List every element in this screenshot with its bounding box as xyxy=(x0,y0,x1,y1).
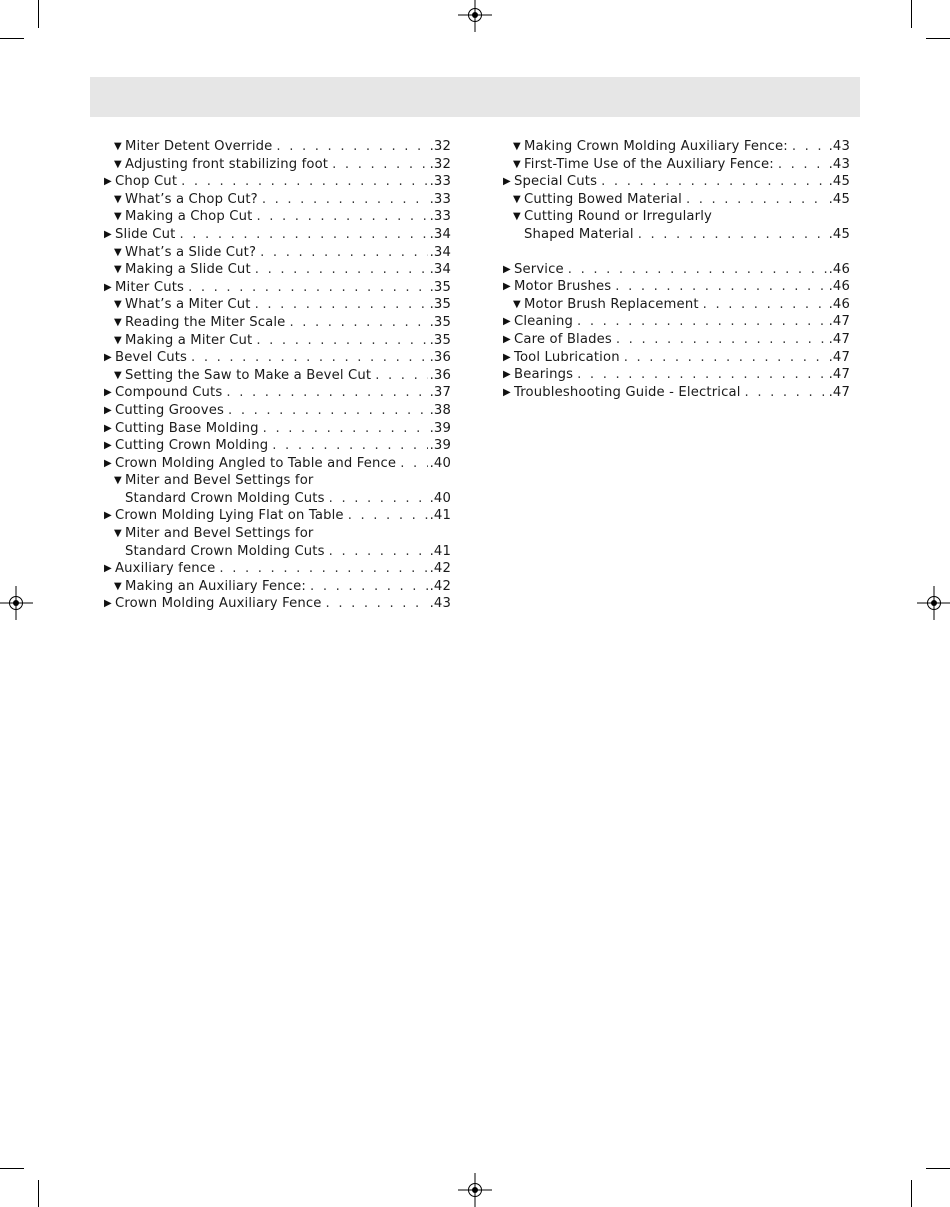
triangle-down-icon: ▼ xyxy=(114,528,122,540)
toc-entry-title: Care of Blades xyxy=(514,331,612,347)
toc-entry-title: Miter Detent Override xyxy=(125,139,273,154)
dot-leader xyxy=(577,313,827,331)
dot-leader xyxy=(329,490,428,508)
triangle-right-icon: ▶ xyxy=(104,598,112,610)
toc-entry-page: .41 xyxy=(429,543,451,559)
toc-entry-title: Chop Cut xyxy=(115,174,178,190)
toc-entry-page: .34 xyxy=(429,226,451,242)
toc-entry[interactable] xyxy=(104,455,451,473)
toc-entry-page: .40 xyxy=(429,455,451,471)
toc-entry-page: .36 xyxy=(429,350,451,366)
toc-entry[interactable] xyxy=(104,507,451,525)
crop-mark xyxy=(911,1180,912,1207)
toc-entry[interactable] xyxy=(503,173,850,191)
dot-leader xyxy=(260,244,427,262)
triangle-right-icon: ▶ xyxy=(503,386,511,398)
toc-entry[interactable] xyxy=(503,349,850,367)
triangle-right-icon: ▶ xyxy=(104,563,112,575)
toc-entry-page: .40 xyxy=(429,490,451,506)
toc-entry-page: .33 xyxy=(429,174,451,190)
toc-entry-title: Cutting Bowed Material xyxy=(524,191,682,207)
toc-entry-title: Making a Slide Cut xyxy=(125,262,251,278)
toc-entry-title: Making an Auxiliary Fence: xyxy=(125,578,307,594)
dot-leader xyxy=(400,455,427,473)
toc-entry[interactable] xyxy=(104,595,451,613)
dot-leader xyxy=(188,279,428,297)
dot-leader xyxy=(326,595,428,613)
triangle-down-icon: ▼ xyxy=(513,158,521,170)
triangle-down-icon: ▼ xyxy=(114,211,122,223)
dot-leader xyxy=(332,156,427,174)
triangle-right-icon: ▶ xyxy=(503,176,511,188)
triangle-down-icon: ▼ xyxy=(114,264,122,276)
dot-leader xyxy=(289,314,427,332)
dot-leader xyxy=(568,261,827,279)
toc-entry[interactable] xyxy=(503,331,850,349)
dot-leader xyxy=(577,366,826,384)
toc-entry[interactable] xyxy=(503,191,850,209)
toc-entry-page: .34 xyxy=(429,244,451,260)
triangle-right-icon: ▶ xyxy=(104,510,112,522)
dot-leader xyxy=(262,191,428,209)
dot-leader xyxy=(703,296,827,314)
triangle-down-icon: ▼ xyxy=(114,246,122,258)
dot-leader xyxy=(179,226,427,244)
dot-leader xyxy=(745,384,827,402)
crop-mark xyxy=(926,38,950,39)
toc-entry[interactable] xyxy=(503,384,850,402)
toc-entry-page: .32 xyxy=(429,139,451,154)
dot-leader xyxy=(778,156,827,174)
triangle-down-icon: ▼ xyxy=(114,316,122,328)
toc-entry[interactable] xyxy=(503,313,850,331)
dot-leader xyxy=(272,437,427,455)
toc-entry[interactable] xyxy=(104,332,451,350)
toc-entry-page: .36 xyxy=(429,367,451,383)
toc-entry-title: Crown Molding Angled to Table and Fence xyxy=(115,455,397,471)
registration-mark-icon xyxy=(458,0,492,32)
toc-entry[interactable] xyxy=(104,437,451,455)
toc-entry-title: Crown Molding Lying Flat on Table xyxy=(115,508,344,524)
dot-leader xyxy=(686,191,827,209)
toc-entry-title: Reading the Miter Scale xyxy=(125,314,286,330)
toc-entry-title: Bearings xyxy=(514,367,574,383)
triangle-right-icon: ▶ xyxy=(503,369,511,381)
toc-entry-title: Miter Cuts xyxy=(115,279,185,295)
toc-entry-title: Shaped Material xyxy=(524,226,634,242)
toc-entry-page: .47 xyxy=(828,314,850,330)
triangle-right-icon: ▶ xyxy=(104,281,112,293)
toc-entry[interactable] xyxy=(104,314,451,332)
toc-entry-page: .45 xyxy=(828,174,850,190)
toc-entry-title: Making a Chop Cut xyxy=(125,209,253,225)
toc-entry-title: Adjusting front stabilizing foot xyxy=(125,156,329,172)
toc-entry-title-line: Miter and Bevel Settings for xyxy=(125,526,314,542)
toc-entry[interactable] xyxy=(104,156,451,174)
toc-entry-title: Auxiliary fence xyxy=(115,561,216,577)
triangle-right-icon: ▶ xyxy=(104,404,112,416)
toc-entry-page: .41 xyxy=(429,508,451,524)
toc-entry[interactable] xyxy=(104,402,451,420)
toc-entry-page: .46 xyxy=(828,279,850,295)
dot-leader xyxy=(255,296,428,314)
toc-entry-title: What’s a Miter Cut xyxy=(125,297,251,313)
toc-entry-title: Service xyxy=(514,261,564,277)
toc-entry[interactable] xyxy=(104,560,451,578)
toc-entry-page: .47 xyxy=(828,349,850,365)
toc-entry[interactable] xyxy=(104,244,451,262)
toc-entry-title: Standard Crown Molding Cuts xyxy=(125,490,325,506)
toc-entry[interactable] xyxy=(104,384,451,402)
crop-mark xyxy=(38,0,39,28)
toc-entry-title: Slide Cut xyxy=(115,226,176,242)
triangle-down-icon: ▼ xyxy=(513,193,521,205)
triangle-down-icon: ▼ xyxy=(114,580,122,592)
triangle-right-icon: ▶ xyxy=(104,228,112,240)
triangle-down-icon: ▼ xyxy=(114,158,122,170)
toc-entry[interactable] xyxy=(104,472,451,507)
toc-entry-title: Special Cuts xyxy=(514,174,598,190)
toc-entry-title: Making a Miter Cut xyxy=(125,332,253,348)
toc-entry[interactable] xyxy=(104,349,451,367)
dot-leader xyxy=(329,543,428,561)
toc-entry[interactable] xyxy=(503,156,850,174)
toc-entry-page: .33 xyxy=(429,191,451,207)
toc-entry-page: .45 xyxy=(828,226,850,242)
dot-leader xyxy=(616,331,827,349)
dot-leader xyxy=(181,173,427,191)
toc-entry-page: .47 xyxy=(828,367,850,383)
toc-entry-page: .43 xyxy=(429,596,451,612)
toc-entry-page: .35 xyxy=(429,332,451,348)
triangle-down-icon: ▼ xyxy=(513,141,521,152)
toc-entry-title: Cutting Grooves xyxy=(115,402,225,418)
toc-entry-title: Compound Cuts xyxy=(115,385,223,401)
dot-leader xyxy=(256,208,427,226)
dot-leader xyxy=(226,384,427,402)
toc-entry[interactable] xyxy=(104,208,451,226)
dot-leader xyxy=(792,138,827,156)
triangle-right-icon: ▶ xyxy=(104,422,112,434)
toc-entry[interactable] xyxy=(503,366,850,384)
toc-entry-page: .47 xyxy=(828,384,850,400)
toc-entry-page: .39 xyxy=(429,438,451,454)
toc-entry[interactable] xyxy=(104,138,451,156)
dot-leader xyxy=(191,349,428,367)
crop-mark xyxy=(926,1168,950,1169)
toc-left-column xyxy=(104,138,451,613)
toc-entry-title: Tool Lubrication xyxy=(514,349,620,365)
dot-leader xyxy=(276,138,427,156)
toc-entry-page: .42 xyxy=(429,561,451,577)
toc-entry-page: .33 xyxy=(429,209,451,225)
toc-entry-page: .39 xyxy=(429,420,451,436)
registration-mark-icon xyxy=(458,1173,492,1207)
triangle-right-icon: ▶ xyxy=(104,440,112,452)
dot-leader xyxy=(263,420,428,438)
triangle-right-icon: ▶ xyxy=(503,333,511,345)
registration-mark-icon xyxy=(0,586,33,620)
toc-entry-title: Motor Brush Replacement xyxy=(524,296,699,312)
dot-leader xyxy=(256,332,427,350)
registration-mark-icon xyxy=(917,586,950,620)
triangle-down-icon: ▼ xyxy=(114,141,122,152)
toc-entry-page: .35 xyxy=(429,314,451,330)
toc-entry[interactable] xyxy=(104,578,451,596)
triangle-right-icon: ▶ xyxy=(104,352,112,364)
toc-entry-page: .45 xyxy=(828,191,850,207)
crop-mark xyxy=(0,38,24,39)
triangle-down-icon: ▼ xyxy=(114,334,122,346)
toc-entry[interactable] xyxy=(104,226,451,244)
toc-entry-title: Cleaning xyxy=(514,314,574,330)
crop-mark xyxy=(911,0,912,28)
toc-entry-title: Setting the Saw to Make a Bevel Cut xyxy=(125,367,372,383)
toc-entry-title: Crown Molding Auxiliary Fence xyxy=(115,596,322,612)
dot-leader xyxy=(375,367,427,385)
triangle-right-icon: ▶ xyxy=(104,387,112,399)
toc-entry-title: Standard Crown Molding Cuts xyxy=(125,543,325,559)
toc-entry-page: .47 xyxy=(828,331,850,347)
toc-entry-page: .43 xyxy=(828,156,850,172)
toc-entry-title: Cutting Crown Molding xyxy=(115,438,269,454)
triangle-right-icon: ▶ xyxy=(503,263,511,275)
crop-mark xyxy=(38,1180,39,1207)
toc-entry-page: .34 xyxy=(429,262,451,278)
toc-entry[interactable] xyxy=(503,278,850,296)
toc-entry-title: What’s a Chop Cut? xyxy=(125,191,258,207)
dot-leader xyxy=(310,578,428,596)
toc-entry-page: .42 xyxy=(429,578,451,594)
triangle-right-icon: ▶ xyxy=(104,176,112,188)
toc-entry-page: .38 xyxy=(429,402,451,418)
triangle-right-icon: ▶ xyxy=(104,457,112,469)
toc-right-column xyxy=(503,138,850,401)
toc-entry-page: .32 xyxy=(429,156,451,172)
toc-entry-title: What’s a Slide Cut? xyxy=(125,244,257,260)
toc-entry[interactable] xyxy=(104,173,451,191)
dot-leader xyxy=(219,560,427,578)
toc-entry[interactable] xyxy=(104,191,451,209)
dot-leader xyxy=(255,261,428,279)
triangle-down-icon: ▼ xyxy=(114,475,122,487)
triangle-right-icon: ▶ xyxy=(503,281,511,293)
toc-entry[interactable] xyxy=(104,261,451,279)
toc-entry[interactable] xyxy=(503,138,850,156)
triangle-down-icon: ▼ xyxy=(513,298,521,310)
dot-leader xyxy=(228,402,428,420)
triangle-down-icon: ▼ xyxy=(114,193,122,205)
crop-mark xyxy=(0,1168,24,1169)
toc-entry[interactable] xyxy=(503,208,850,243)
toc-entry[interactable] xyxy=(503,261,850,279)
dot-leader xyxy=(615,278,826,296)
toc-entry-title: First-Time Use of the Auxiliary Fence: xyxy=(524,156,774,172)
toc-entry-page: .43 xyxy=(828,139,850,154)
toc-entry-title: Troubleshooting Guide - Electrical xyxy=(514,384,741,400)
dot-leader xyxy=(638,226,827,244)
toc-entry[interactable] xyxy=(503,296,850,314)
triangle-down-icon: ▼ xyxy=(114,299,122,311)
toc-entry-title: Motor Brushes xyxy=(514,279,612,295)
triangle-right-icon: ▶ xyxy=(503,351,511,363)
toc-entry-title: Cutting Base Molding xyxy=(115,420,259,436)
toc-entry-page: .35 xyxy=(429,297,451,313)
toc-entry[interactable] xyxy=(104,367,451,385)
toc-entry-title-line: Cutting Round or Irregularly xyxy=(524,209,712,225)
dot-leader xyxy=(348,507,428,525)
toc-entry-page: .35 xyxy=(429,279,451,295)
triangle-down-icon: ▼ xyxy=(114,369,122,381)
toc-entry-title-line: Miter and Bevel Settings for xyxy=(125,473,314,489)
toc-entry-title: Bevel Cuts xyxy=(115,350,188,366)
toc-entry[interactable] xyxy=(104,525,451,560)
toc-entry[interactable] xyxy=(104,420,451,438)
toc-entry-page: .46 xyxy=(828,261,850,277)
dot-leader xyxy=(624,349,827,367)
triangle-right-icon: ▶ xyxy=(503,316,511,328)
toc-entry[interactable] xyxy=(104,296,451,314)
toc-entry-page: .46 xyxy=(828,296,850,312)
toc-entry-title: Making Crown Molding Auxiliary Fence: xyxy=(524,139,788,154)
dot-leader xyxy=(601,173,826,191)
toc-entry-page: .37 xyxy=(429,385,451,401)
triangle-down-icon: ▼ xyxy=(513,211,521,223)
toc-entry[interactable] xyxy=(104,279,451,297)
header-band xyxy=(90,77,860,117)
